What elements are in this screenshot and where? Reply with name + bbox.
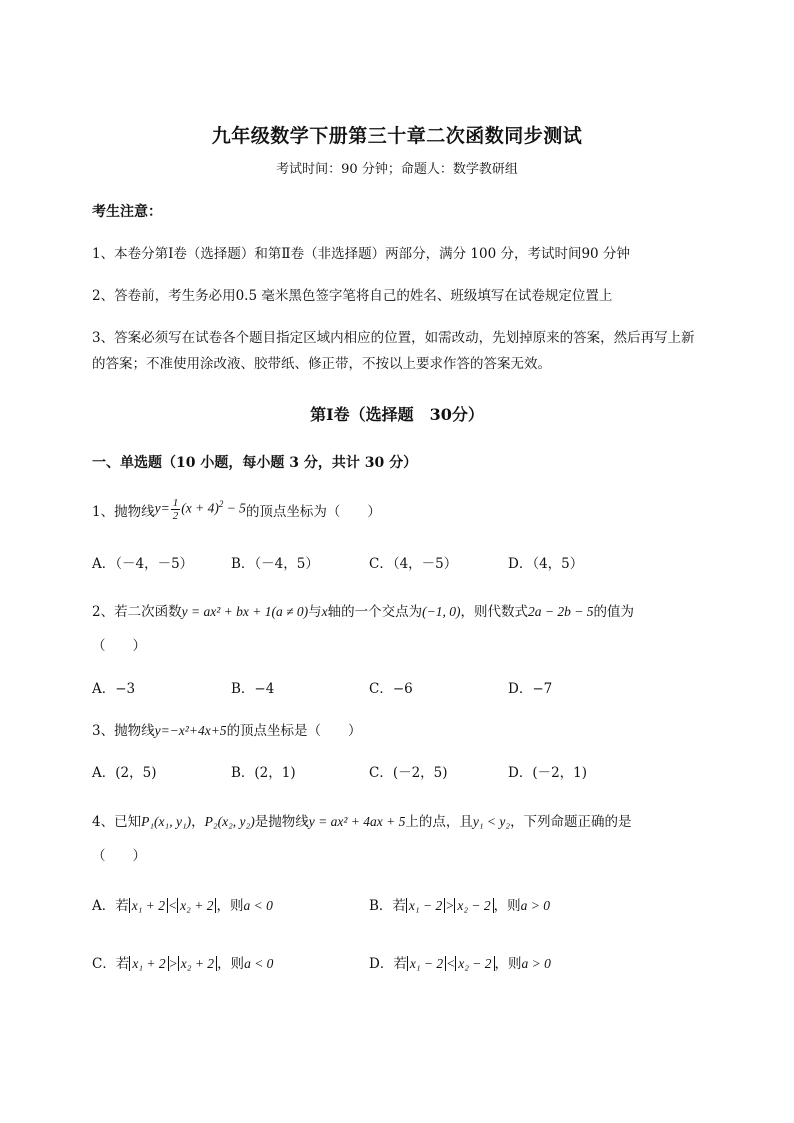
- q1-expr: (x + 4): [181, 500, 219, 516]
- q3-option-d: D．(－2，1): [508, 765, 588, 781]
- q4b-result: a > 0: [520, 898, 551, 913]
- q4c-lhs: x₁ + 2: [129, 956, 168, 971]
- notice-item: 1、本卷分第Ⅰ卷（选择题）和第Ⅱ卷（非选择题）两部分，满分 100 分，考试时间90 分钟: [92, 246, 630, 262]
- q4-sep: ，: [191, 814, 205, 830]
- q1-denominator: 2: [172, 510, 179, 522]
- q4d-rhs: x₂ − 2: [455, 956, 494, 971]
- q3-formula: y=−x²+4x+5: [154, 723, 227, 738]
- q1-y: y: [154, 500, 161, 516]
- question-2-stem: [92, 600, 634, 620]
- q1-fraction: [171, 497, 181, 522]
- q1-option-b: B．（－4，5）: [231, 556, 319, 572]
- q1-prefix: 1、抛物线: [92, 503, 155, 520]
- q1-option-c: C．（4，－5）: [369, 556, 458, 572]
- q4b-relation: >: [445, 898, 455, 913]
- q4a-lhs: x₁ + 2: [129, 898, 168, 913]
- q1-numerator: 1: [172, 497, 179, 509]
- q1-suffix: 的顶点坐标为（ ）: [245, 503, 381, 520]
- q4-option-c: [92, 952, 273, 972]
- q2-function: y = ax² + bx + 1(a ≠ 0): [181, 604, 309, 619]
- q1-option-d: D．（4，5）: [508, 556, 584, 572]
- q2-point: (−1, 0): [422, 604, 461, 619]
- q2-suffix: 的值为: [593, 604, 634, 620]
- q4b-then: ，则: [493, 898, 521, 914]
- q1-square: 2: [218, 499, 224, 510]
- q4a-result: a < 0: [243, 898, 273, 913]
- q4b-lhs: x₁ − 2: [406, 898, 445, 913]
- q4-curve: y = ax² + 4ax + 5: [308, 814, 406, 829]
- q2-mid2: 轴的一个交点为: [327, 604, 423, 620]
- page-title: 九年级数学下册第三十章二次函数同步测试: [211, 125, 583, 147]
- q3-option-b: B．(2，1): [231, 765, 296, 781]
- q2-prefix: 2、若二次函数: [92, 604, 182, 620]
- question-1-stem: [92, 497, 381, 522]
- q4a-label: A．若: [92, 898, 129, 914]
- q4c-then: ，则: [217, 956, 245, 972]
- q1-eq: =: [160, 500, 170, 516]
- q2-mid3: ，则代数式: [460, 604, 528, 620]
- q4a-then: ，则: [216, 898, 244, 914]
- q4-option-a: [92, 894, 273, 914]
- q4b-label: B．若: [369, 898, 406, 914]
- q4-point-1: P₁(x₁, y₁): [141, 814, 192, 829]
- q4-suffix: ，下列命题正确的是: [510, 814, 632, 830]
- q4-condition: y₁ < y₂: [472, 814, 511, 829]
- q4-option-d: [369, 952, 551, 972]
- q2-answer-paren: （ ）: [92, 638, 146, 654]
- q4c-result: a < 0: [244, 956, 274, 971]
- q3-prefix: 3、抛物线: [92, 723, 155, 739]
- q4-answer-paren: （ ）: [92, 848, 146, 864]
- q4c-label: C．若: [92, 956, 130, 972]
- q2-option-c: C．−6: [369, 681, 413, 697]
- q4a-relation: <: [168, 898, 178, 913]
- notice-item: 的答案；不准使用涂改液、胶带纸、修正带，不按以上要求作答的答案无效。: [92, 356, 551, 372]
- q4d-label: D．若: [369, 956, 407, 972]
- q4d-then: ，则: [494, 956, 522, 972]
- q1-option-a: A．（－4，－5）: [92, 556, 194, 572]
- notice-heading: 考生注意：: [92, 204, 162, 220]
- q4c-relation: >: [168, 956, 178, 971]
- q1-formula: [155, 497, 246, 522]
- question-3-stem: [92, 719, 362, 739]
- q2-axis: x: [321, 604, 328, 619]
- exam-info: 考试时间：90 分钟；命题人：数学教研组: [276, 162, 518, 177]
- q4a-rhs: x₂ + 2: [177, 898, 216, 913]
- q4-option-b: [369, 894, 550, 914]
- q2-option-b: B．−4: [231, 681, 275, 697]
- section-title: 第Ⅰ卷（选择题 30分）: [310, 405, 484, 424]
- q4d-relation: <: [446, 956, 456, 971]
- notice-item: 3、答案必须写在试卷各个题目指定区域内相应的位置，如需改动，先划掉原来的答案，然后再写上新: [92, 330, 695, 346]
- q4-mid: 是抛物线: [254, 814, 309, 830]
- q4b-rhs: x₂ − 2: [454, 898, 493, 913]
- q2-expression: 2a − 2b − 5: [527, 604, 594, 619]
- q4-mid2: 上的点，且: [405, 814, 473, 830]
- q4c-rhs: x₂ + 2: [178, 956, 217, 971]
- q3-suffix: 的顶点坐标是（ ）: [226, 723, 362, 739]
- question-4-stem: [92, 810, 632, 830]
- q4-prefix: 4、已知: [92, 814, 142, 830]
- q2-mid1: 与: [308, 604, 322, 620]
- q3-option-c: C．(－2，5): [369, 765, 448, 781]
- q2-option-a: A．−3: [92, 681, 136, 697]
- notice-item: 2、答卷前，考生务必用0.5 毫米黑色签字笔将自己的姓名、班级填写在试卷规定位置上: [92, 288, 613, 304]
- q1-tail: − 5: [223, 500, 246, 516]
- q4-point-2: P₂(x₂, y₂): [204, 814, 255, 829]
- q2-option-d: D．−7: [508, 681, 553, 697]
- part-heading: 一、单选题（10 小题，每小题 3 分，共计 30 分）: [92, 455, 418, 471]
- q4d-lhs: x₁ − 2: [407, 956, 446, 971]
- q4d-result: a > 0: [521, 956, 551, 971]
- q3-option-a: A．(2，5): [92, 765, 157, 781]
